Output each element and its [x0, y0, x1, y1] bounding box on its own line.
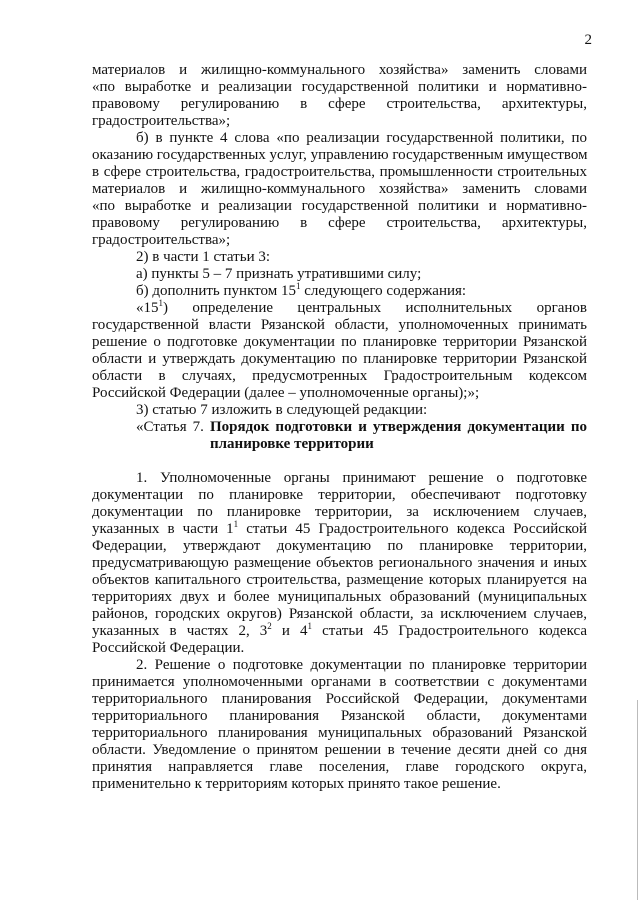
text-span: предусматривающую размещение объектов регионального значения и иных — [92, 555, 587, 571]
text-span: материалов и жилищно-коммунального хозяйства» заменить словами — [92, 62, 587, 78]
text-span: Российской Федерации (далее – уполномоченные органы);»; — [92, 385, 480, 401]
text-line — [92, 674, 587, 691]
text-span: 1. Уполномоченные органы принимают решение о подготовке — [136, 470, 587, 486]
text-line — [92, 147, 587, 164]
bold-heading: планировке территории — [210, 436, 374, 452]
text-line — [92, 385, 587, 402]
text-line — [92, 334, 587, 351]
text-line — [92, 181, 587, 198]
text-line — [92, 300, 587, 317]
text-span: территориального планирования Российской Федерации, документами — [92, 691, 587, 707]
text-line — [92, 436, 587, 453]
text-span: статьи 45 Градостроительного кодекса — [312, 623, 587, 639]
superscript: 1 — [158, 298, 163, 308]
text-span: государственной власти Рязанской области, уполномоченных принимать — [92, 317, 587, 333]
text-line — [92, 283, 587, 300]
text-line — [92, 368, 587, 385]
text-line — [92, 62, 587, 79]
text-line — [92, 232, 587, 249]
text-span: «Статья 7. — [136, 419, 210, 435]
document-body — [92, 62, 587, 793]
text-span: статьи 45 Градостроительного кодекса Российской — [238, 521, 587, 537]
text-line — [92, 691, 587, 708]
text-span: области. Уведомление о принятом решении в течение десяти дней со дня — [92, 742, 587, 758]
text-line — [92, 742, 587, 759]
page-number: 2 — [584, 32, 592, 48]
text-line — [92, 79, 587, 96]
text-line — [92, 198, 587, 215]
text-span: указанных в частях 2, 3 — [92, 623, 268, 639]
text-span: 2) в части 1 статьи 3: — [136, 249, 271, 265]
text-span: Федерации, утверждают документацию по планировке территории, — [92, 538, 587, 554]
text-line — [92, 572, 587, 589]
text-line — [92, 419, 587, 436]
text-line — [92, 521, 587, 538]
text-span: правовому регулированию в сфере строительства, архитектуры, — [92, 215, 587, 231]
text-span: правовому регулированию в сфере строительства, архитектуры, — [92, 96, 587, 112]
text-span: районов, городских округов) Рязанской области, за исключением случаев, — [92, 606, 587, 622]
text-span: а) пункты 5 – 7 признать утратившими силу; — [136, 266, 422, 282]
text-line — [92, 351, 587, 368]
text-line — [92, 606, 587, 623]
text-span: области и утверждать документацию по планировке территории Рязанской — [92, 351, 587, 367]
superscript: 1 — [233, 519, 239, 529]
text-line — [92, 317, 587, 334]
text-span: «по выработке и реализации государственной политики и нормативно- — [92, 79, 587, 95]
text-line — [92, 555, 587, 572]
scan-edge-line — [637, 700, 638, 900]
text-span: принятия направляется главе поселения, главе городского округа, — [92, 759, 587, 775]
text-line — [92, 164, 587, 181]
text-span: объектов капитального строительства, размещение которых планируется на — [92, 572, 587, 588]
text-span: «по выработке и реализации государственной политики и нормативно- — [92, 198, 587, 214]
text-span: материалов и жилищно-коммунального хозяйства» заменить словами — [92, 181, 587, 197]
text-line — [92, 113, 587, 130]
text-line — [92, 708, 587, 725]
text-line — [92, 589, 587, 606]
text-span: следующего содержания: — [300, 283, 467, 299]
text-span: в сфере строительства, градостроительства, промышленности строительных — [92, 164, 587, 180]
superscript: 1 — [307, 621, 313, 631]
text-line — [92, 623, 587, 640]
text-span: б) в пункте 4 слова «по реализации государственной политики, по — [136, 130, 587, 146]
text-span: и 4 — [271, 623, 308, 639]
bold-heading: Порядок подготовки и утверждения документации по — [210, 419, 587, 435]
text-line — [92, 96, 587, 113]
text-span: территориального планирования Рязанской области, документами — [92, 708, 587, 724]
text-span: принимается уполномоченными органами в соответствии с документами — [92, 674, 587, 690]
text-line — [92, 215, 587, 232]
superscript: 2 — [267, 621, 272, 631]
text-line — [92, 640, 587, 657]
text-span: применительно к территориям которых принято такое решение. — [92, 776, 501, 792]
text-span: решение о подготовке документации по планировке территории Рязанской — [92, 334, 587, 350]
text-span: документации по планировке территории, за исключением случаев, — [92, 504, 587, 520]
text-span: территориях двух и более муниципальных образований (муниципальных — [92, 589, 587, 605]
text-line — [92, 776, 587, 793]
text-line — [92, 487, 587, 504]
text-span: градостроительства»; — [92, 232, 231, 248]
text-span: ) определение центральных исполнительных органов — [163, 300, 587, 316]
superscript: 1 — [295, 281, 301, 291]
text-span: «15 — [136, 300, 159, 316]
text-span: Российской Федерации. — [92, 640, 245, 656]
text-line — [92, 470, 587, 487]
text-line — [92, 504, 587, 521]
text-line — [92, 130, 587, 147]
text-span: территориального планирования муниципальных образований Рязанской — [92, 725, 587, 741]
text-span: б) дополнить пунктом 15 — [136, 283, 296, 299]
text-line — [92, 657, 587, 674]
text-line — [92, 249, 587, 266]
text-line — [92, 538, 587, 555]
text-span: документации по планировке территории, обеспечивают подготовку — [92, 487, 587, 503]
text-span: градостроительства»; — [92, 113, 231, 129]
text-span: 3) статью 7 изложить в следующей редакции: — [136, 402, 428, 418]
text-span: 2. Решение о подготовке документации по планировке территории — [136, 657, 587, 673]
text-line — [92, 759, 587, 776]
text-span: указанных в части 1 — [92, 521, 234, 537]
text-span: оказанию государственных услуг, управлению государственным имуществом — [92, 147, 588, 163]
text-line — [92, 725, 587, 742]
text-line — [92, 453, 587, 470]
text-span: области в случаях, предусмотренных Градостроительным кодексом — [92, 368, 587, 384]
text-line — [92, 402, 587, 419]
text-line — [92, 266, 587, 283]
